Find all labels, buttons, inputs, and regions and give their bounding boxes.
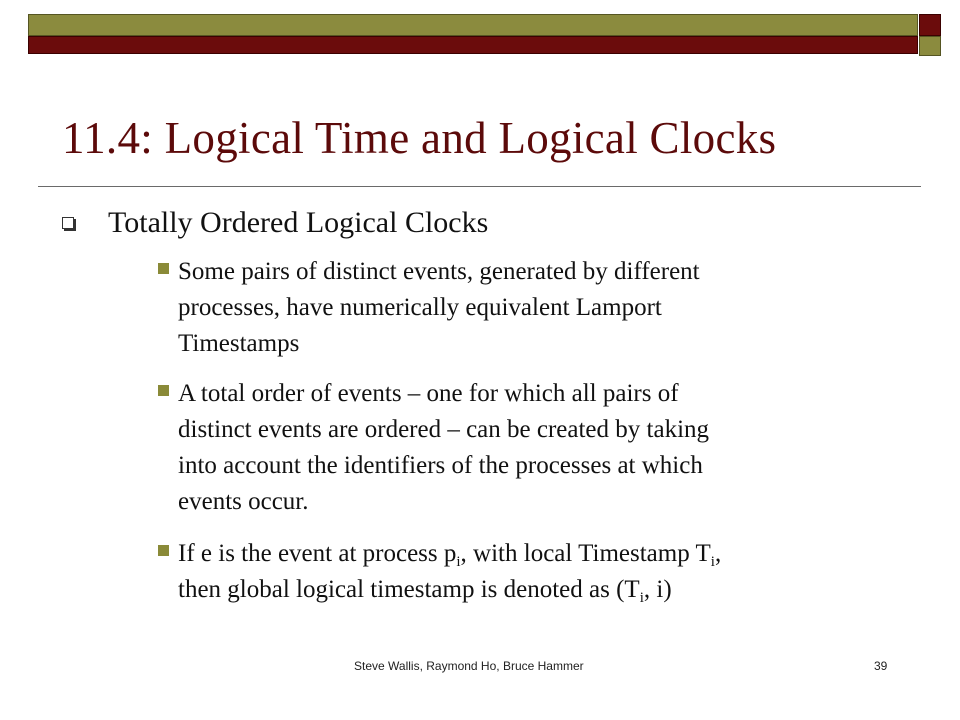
corner-olive-square bbox=[919, 36, 941, 56]
band-red-stripe bbox=[28, 36, 918, 54]
slide-title: 11.4: Logical Time and Logical Clocks bbox=[62, 113, 777, 163]
bullet-text-1: Some pairs of distinct events, generated by different processes, have numerically equivalent Lamport Timestamps bbox=[178, 258, 700, 357]
title-divider bbox=[38, 186, 921, 187]
top-decorative-band bbox=[28, 14, 918, 56]
heading-text: Totally Ordered Logical Clocks bbox=[108, 206, 489, 239]
page-number: 39 bbox=[874, 659, 888, 673]
square-bullet-icon bbox=[158, 385, 169, 396]
footer-authors: Steve Wallis, Raymond Ho, Bruce Hammer bbox=[354, 659, 584, 673]
square-bullet-icon bbox=[158, 263, 169, 274]
checkbox-bullet-icon bbox=[62, 217, 74, 229]
square-bullet-icon bbox=[158, 545, 169, 556]
bullet-text-3: If e is the event at process $p_i$, with local Timestamp $T_i$, then global logical timestamp is denoted as ($T_i$, i) bbox=[178, 540, 722, 606]
band-olive-stripe bbox=[28, 14, 918, 36]
bullet-text-2: A total order of events – one for which all pairs of distinct events are ordered – can be created by taking into account the identifiers of the processes at which events occur. bbox=[178, 380, 710, 515]
corner-red-square bbox=[919, 14, 941, 36]
